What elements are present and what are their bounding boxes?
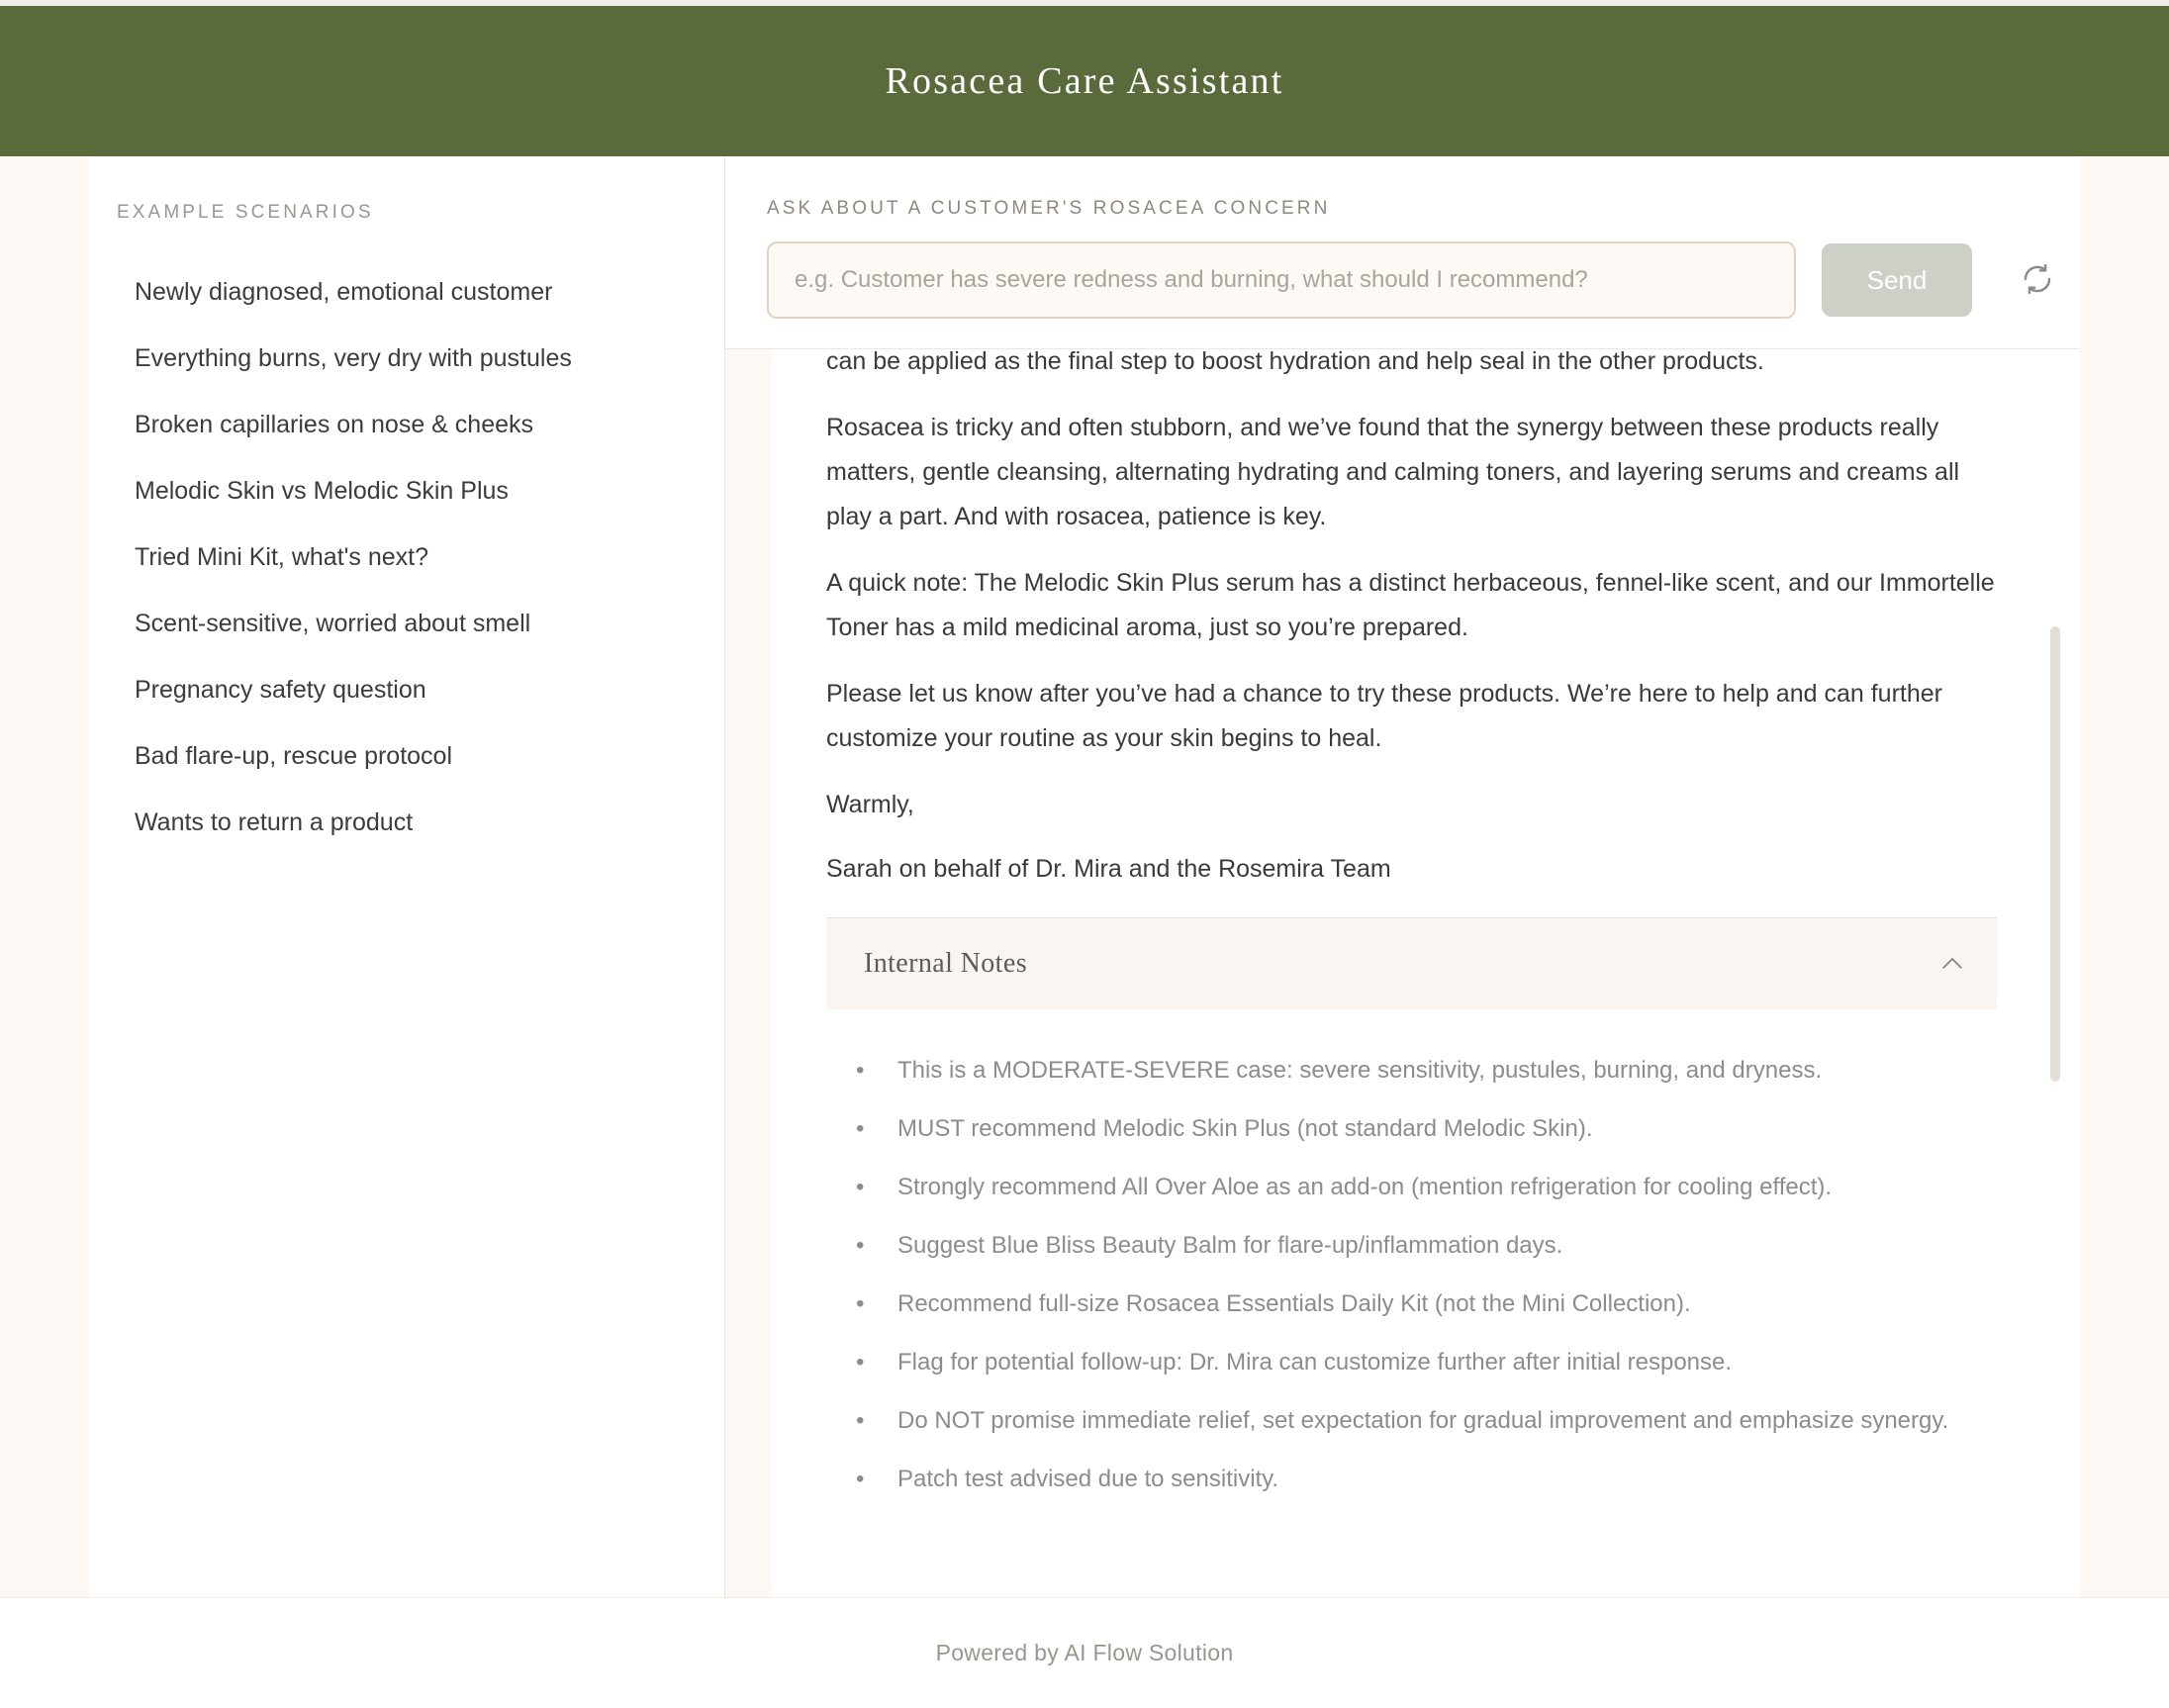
list-item <box>856 1103 1997 1154</box>
list-item <box>856 1162 1997 1212</box>
response-signoff: Warmly, <box>826 791 914 818</box>
scenario-list <box>89 259 724 856</box>
note-text: Strongly recommend All Over Aloe as an add-on (mention refrigeration for cooling effect). <box>897 1174 1833 1200</box>
bullet-icon: • <box>856 1232 865 1259</box>
internal-notes-toggle[interactable] <box>826 918 1997 1009</box>
send-button[interactable]: Send <box>1822 243 1972 317</box>
sidebar-heading: EXAMPLE SCENARIOS <box>117 202 374 223</box>
ask-bar <box>725 156 2080 349</box>
sidebar-item-broken-capillaries[interactable]: Broken capillaries on nose & cheeks <box>135 411 534 438</box>
main-column <box>725 156 2080 1597</box>
question-input[interactable] <box>767 241 1796 319</box>
note-text: Recommend full-size Rosacea Essentials Daily Kit (not the Mini Collection). <box>897 1290 1691 1317</box>
sidebar-item-melodic-skin-compare[interactable]: Melodic Skin vs Melodic Skin Plus <box>135 477 509 505</box>
sidebar-item-pregnancy-safety[interactable]: Pregnancy safety question <box>135 676 426 704</box>
internal-notes-title: Internal Notes <box>864 948 1027 979</box>
note-text: This is a MODERATE-SEVERE case: severe sensitivity, pustules, burning, and dryness. <box>897 1057 1823 1084</box>
response-card <box>771 349 2080 1597</box>
internal-notes-list <box>826 1009 1997 1504</box>
sidebar-item-scent-sensitive[interactable]: Scent-sensitive, worried about smell <box>135 610 531 637</box>
response-scroll-area[interactable] <box>725 349 2080 1597</box>
list-item <box>856 1279 1997 1329</box>
list-item <box>856 1337 1997 1387</box>
app-footer <box>0 1597 2169 1708</box>
refresh-icon <box>2021 262 2054 299</box>
note-text: Suggest Blue Bliss Beauty Balm for flare-up/inflammation days. <box>897 1232 1563 1259</box>
note-text: Do NOT promise immediate relief, set expectation for gradual improvement and emphasize synergy. <box>897 1407 1949 1434</box>
scrollbar[interactable] <box>2048 349 2062 1597</box>
sidebar-item-bad-flare-up[interactable]: Bad flare-up, rescue protocol <box>135 742 453 770</box>
list-item <box>856 1454 1997 1504</box>
response-paragraph: Please let us know after you’ve had a chance to try these products. We’re here to help and can further customize your routine as your skin begins to heal. <box>826 680 1942 752</box>
response-signature: Sarah on behalf of Dr. Mira and the Rosemira Team <box>826 855 1391 883</box>
bullet-icon: • <box>856 1290 865 1317</box>
app-header <box>0 6 2169 156</box>
ask-label: ASK ABOUT A CUSTOMER'S ROSACEA CONCERN <box>767 198 1331 219</box>
bullet-icon: • <box>856 1466 865 1492</box>
reset-button[interactable] <box>2010 252 2065 308</box>
list-item <box>856 1395 1997 1446</box>
sidebar-item-tried-mini-kit[interactable]: Tried Mini Kit, what's next? <box>135 543 429 571</box>
sidebar-item-everything-burns[interactable]: Everything burns, very dry with pustules <box>135 344 572 372</box>
sidebar-item-return-product[interactable]: Wants to return a product <box>135 808 414 836</box>
list-item <box>856 1220 1997 1271</box>
chevron-up-icon <box>1937 949 1967 979</box>
ask-row <box>767 241 2038 319</box>
sidebar <box>89 156 725 1597</box>
list-item <box>856 1045 1997 1095</box>
bullet-icon: • <box>856 1349 865 1376</box>
bullet-icon: • <box>856 1057 865 1084</box>
footer-text: Powered by AI Flow Solution <box>935 1640 1234 1665</box>
note-text: MUST recommend Melodic Skin Plus (not standard Melodic Skin). <box>897 1115 1593 1142</box>
bullet-icon: • <box>856 1407 865 1434</box>
page-title: Rosacea Care Assistant <box>885 60 1284 102</box>
note-text: Patch test advised due to sensitivity. <box>897 1466 1279 1492</box>
bullet-icon: • <box>856 1115 865 1142</box>
response-paragraph: A quick note: The Melodic Skin Plus serum has a distinct herbaceous, fennel-like scent, and our Immortelle Toner has a mild medicinal aroma, just so you’re prepared. <box>826 569 1995 641</box>
response-paragraph: can be applied as the final step to boost hydration and help seal in the other products. <box>826 349 1764 375</box>
response-paragraph: Rosacea is tricky and often stubborn, and we’ve found that the synergy between these products really matters, gentle cleansing, alternating hydrating and calming toners, and layering serums and creams all play a part. And with rosacea, patience is key. <box>826 414 1960 530</box>
sidebar-item-newly-diagnosed[interactable]: Newly diagnosed, emotional customer <box>135 278 553 306</box>
scrollbar-thumb[interactable] <box>2050 626 2060 1082</box>
body-wrap <box>0 156 2169 1597</box>
response-inner <box>826 349 1997 1504</box>
note-text: Flag for potential follow-up: Dr. Mira can customize further after initial response. <box>897 1349 1733 1376</box>
bullet-icon: • <box>856 1174 865 1200</box>
